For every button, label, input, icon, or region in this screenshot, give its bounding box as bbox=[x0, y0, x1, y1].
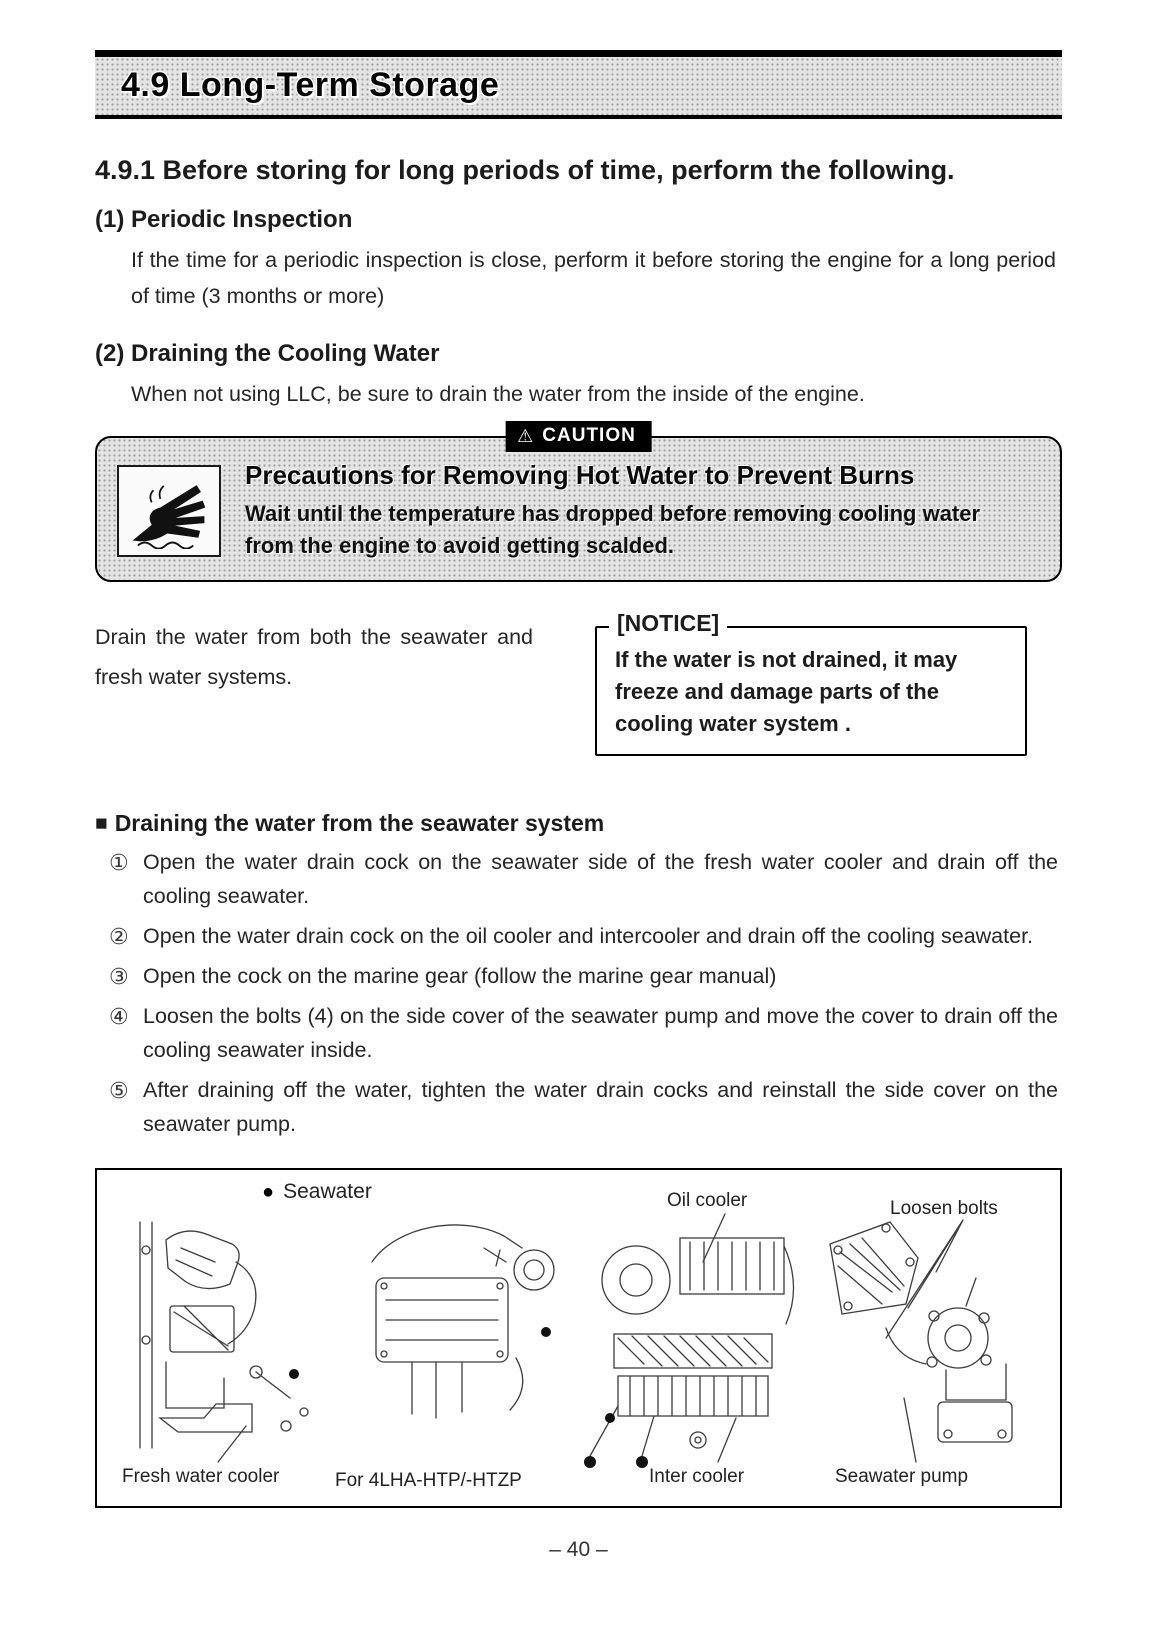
step-list bbox=[109, 845, 1062, 1142]
step-item bbox=[109, 999, 1062, 1068]
label-loosen-bolts: Loosen bolts bbox=[890, 1197, 998, 1219]
step-item bbox=[109, 1073, 1062, 1142]
step-text: Open the cock on the marine gear (follow the marine gear manual) bbox=[143, 963, 777, 988]
step-marker: ⑤ bbox=[109, 1077, 129, 1103]
draining-heading: (2) Draining the Cooling Water bbox=[95, 340, 440, 368]
step-marker: ② bbox=[109, 923, 129, 949]
periodic-inspection-heading: (1) Periodic Inspection bbox=[95, 206, 353, 233]
periodic-inspection-body: If the time for a periodic inspection is close, perform it before storing the engine for a long period of time (3 months or more) bbox=[131, 248, 1056, 309]
section-square-icon: ■ bbox=[95, 811, 108, 835]
notice-box bbox=[595, 610, 1027, 756]
label-model-caption: For 4LHA-HTP/-HTZP bbox=[335, 1469, 522, 1491]
figure-illustration bbox=[97, 1170, 1060, 1506]
step-text: Open the water drain cock on the seawater side of the fresh water cooler and drain off the cooling seawater. bbox=[143, 849, 1058, 909]
seawater-dot-icon: ● bbox=[262, 1180, 275, 1203]
step-marker: ③ bbox=[109, 963, 129, 989]
draining-body: When not using LLC, be sure to drain the water from the inside of the engine. bbox=[131, 382, 865, 407]
step-marker: ① bbox=[109, 849, 129, 875]
drain-row bbox=[95, 610, 1062, 756]
step-text: After draining off the water, tighten the water drain cocks and reinstall the side cover on the seawater pump. bbox=[143, 1077, 1058, 1137]
caution-title: Precautions for Removing Hot Water to Prevent Burns bbox=[245, 460, 915, 491]
step-item bbox=[109, 959, 1062, 994]
caution-body: Wait until the temperature has dropped before removing cooling water from the engine to avoid getting scalded. bbox=[245, 501, 981, 559]
figure-box bbox=[95, 1168, 1062, 1508]
section-banner-title: 4.9 Long-Term Storage bbox=[121, 66, 500, 104]
warning-triangle-icon: ⚠ bbox=[517, 426, 535, 447]
step-item bbox=[109, 919, 1062, 954]
label-fresh-water-cooler: Fresh water cooler bbox=[122, 1465, 280, 1487]
figure-legend bbox=[262, 1180, 372, 1204]
scald-hand-icon bbox=[117, 465, 221, 557]
caution-text-block bbox=[245, 460, 1035, 562]
step-marker: ④ bbox=[109, 1003, 129, 1029]
step-text: Loosen the bolts (4) on the side cover of the seawater pump and move the cover to drain off the cooling seawater inside. bbox=[143, 1003, 1058, 1063]
label-oil-cooler: Oil cooler bbox=[667, 1189, 748, 1211]
caution-badge-label: CAUTION bbox=[542, 425, 636, 447]
section-banner bbox=[95, 50, 1062, 119]
label-seawater-pump: Seawater pump bbox=[835, 1465, 969, 1487]
caution-badge bbox=[505, 421, 652, 452]
seawater-section-heading bbox=[95, 810, 1062, 837]
label-inter-cooler: Inter cooler bbox=[649, 1465, 745, 1487]
notice-body: If the water is not drained, it may freeze and damage parts of the cooling water system . bbox=[615, 647, 958, 736]
caution-box bbox=[95, 425, 1062, 582]
step-text: Open the water drain cock on the oil cooler and intercooler and drain off the cooling seawater. bbox=[143, 923, 1034, 948]
notice-label: [NOTICE] bbox=[609, 610, 727, 637]
seawater-section-heading-text: Draining the water from the seawater system bbox=[114, 809, 605, 836]
drain-note: Drain the water from both the seawater and fresh water systems. bbox=[95, 625, 533, 689]
page-number: – 40 – bbox=[549, 1537, 608, 1561]
subsection-title: 4.9.1 Before storing for long periods of time, perform the following. bbox=[95, 155, 955, 185]
step-item bbox=[109, 845, 1062, 914]
figure-legend-label: Seawater bbox=[283, 1179, 372, 1203]
